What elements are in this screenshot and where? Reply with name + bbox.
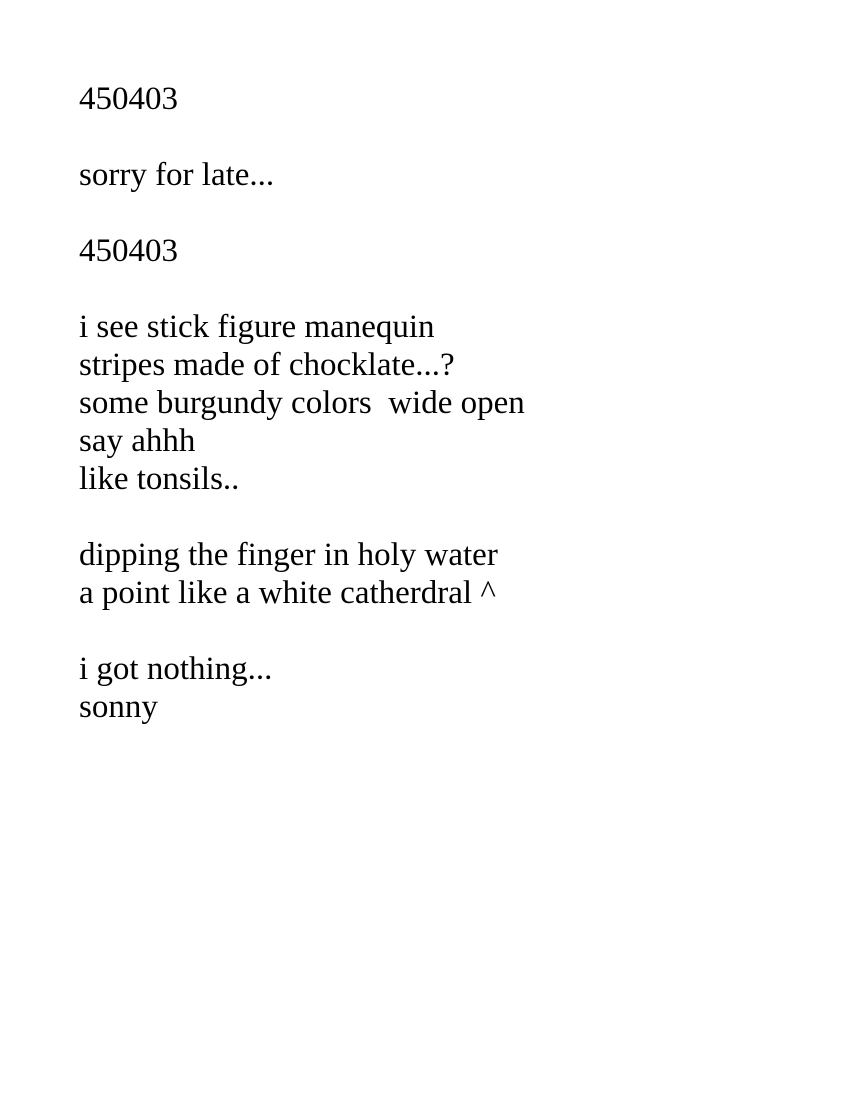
text-line: i see stick figure manequin: [79, 309, 435, 345]
text-line-post-id: 450403: [79, 233, 178, 269]
text-line: i got nothing...: [79, 651, 273, 687]
blank-line: [79, 194, 525, 232]
text-line-signature: sonny: [79, 689, 158, 725]
document-text-block: [79, 80, 525, 726]
blank-line: [79, 270, 525, 308]
text-line: dipping the finger in holy water: [79, 537, 498, 573]
blank-line: [79, 612, 525, 650]
text-line: like tonsils..: [79, 461, 240, 497]
text-line-post-id: 450403: [79, 81, 178, 117]
blank-line: [79, 118, 525, 156]
blank-line: [79, 498, 525, 536]
text-line: stripes made of chocklate...?: [79, 347, 455, 383]
text-line: some burgundy colors wide open: [79, 385, 525, 421]
text-line: say ahhh: [79, 423, 196, 459]
text-line: a point like a white catherdral ^: [79, 575, 496, 611]
text-line: sorry for late...: [79, 157, 275, 193]
